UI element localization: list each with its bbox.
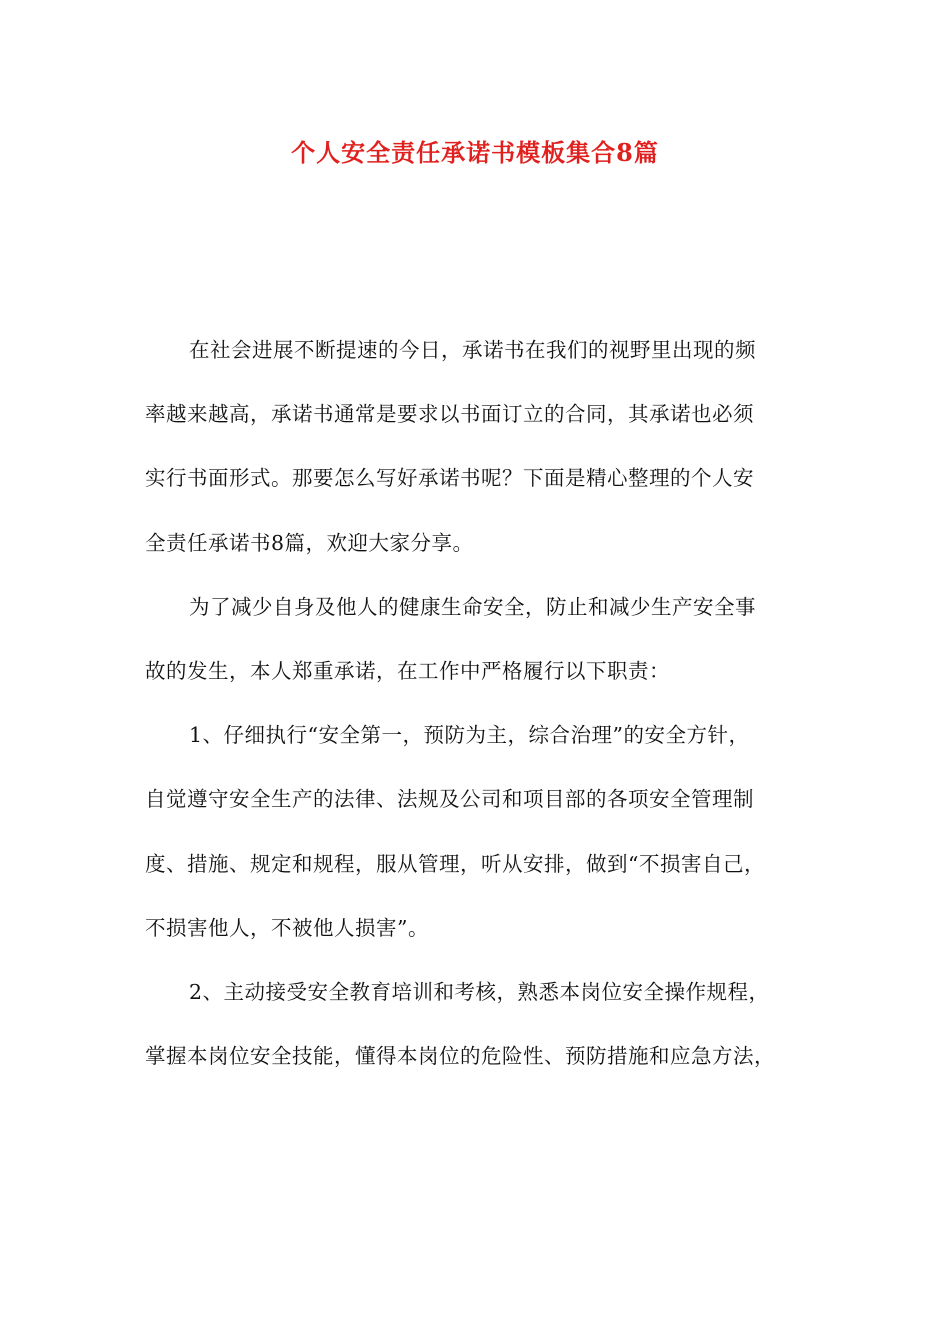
paragraph-line: 在社会进展不断提速的今日，承诺书在我们的视野里出现的频 bbox=[189, 338, 756, 362]
paragraph-line: 不损害他人，不被他人损害”。 bbox=[145, 915, 429, 940]
paragraph-line: 度、措施、规定和规程，服从管理，听从安排，做到“不损害自己， bbox=[145, 851, 765, 876]
paragraph-line: 率越来越高，承诺书通常是要求以书面订立的合同，其承诺也必须 bbox=[145, 402, 754, 427]
document-title: 个人安全责任承诺书模板集合8篇 bbox=[291, 138, 659, 167]
paragraph-line: 2、主动接受安全教育培训和考核，熟悉本岗位安全操作规程， bbox=[189, 980, 770, 1005]
paragraph-line: 全责任承诺书8篇，欢迎大家分享。 bbox=[145, 530, 474, 555]
document-body bbox=[145, 318, 810, 1088]
paragraph-line: 1、仔细执行“安全第一，预防为主，综合治理”的安全方针， bbox=[189, 723, 750, 748]
paragraph-line: 掌握本岗位安全技能，懂得本岗位的危险性、预防措施和应急方法， bbox=[145, 1044, 775, 1069]
paragraph-line: 故的发生，本人郑重承诺，在工作中严格履行以下职责： bbox=[145, 659, 670, 684]
paragraph-line: 实行书面形式。那要怎么写好承诺书呢？下面是精心整理的个人安 bbox=[145, 466, 754, 491]
paragraph-line: 为了减少自身及他人的健康生命安全，防止和减少生产安全事 bbox=[189, 594, 756, 619]
paragraph-line: 自觉遵守安全生产的法律、法规及公司和项目部的各项安全管理制 bbox=[145, 787, 754, 812]
